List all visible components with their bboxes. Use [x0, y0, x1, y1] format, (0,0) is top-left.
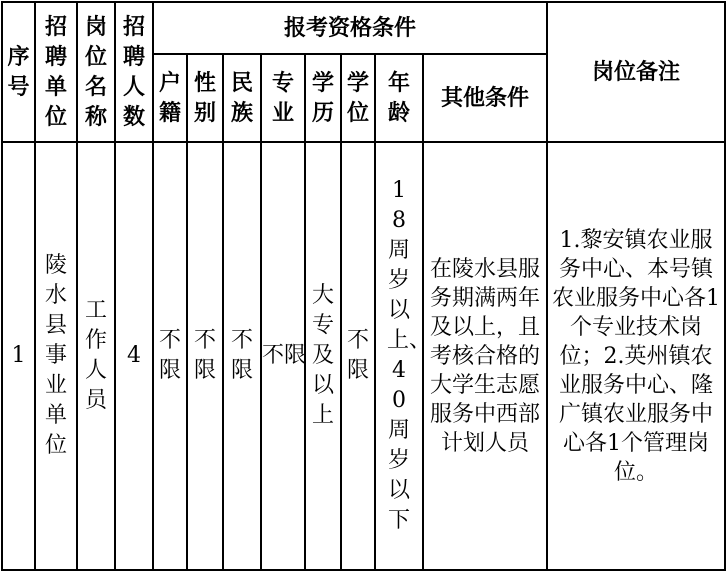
header-household: 户籍: [153, 54, 187, 142]
cell-gender: 不限: [187, 142, 223, 570]
recruitment-table: [1, 1, 726, 571]
header-position: 岗位名称: [77, 2, 115, 142]
header-degree: 学位: [341, 54, 375, 142]
header-gender: 性别: [187, 54, 223, 142]
cell-degree: 不限: [341, 142, 375, 570]
cell-position-notes: 1.黎安镇农业服务中心、本号镇农业服务中心各1个专业技术岗位；2.英州镇农业服务中心、隆广镇农业服务中心各1个管理岗位。: [547, 142, 725, 570]
header-age: 年龄: [375, 54, 423, 142]
cell-position: 工作人员: [77, 142, 115, 570]
header-major: 专业: [261, 54, 305, 142]
cell-ethnicity: 不限: [223, 142, 261, 570]
cell-education: 大专及以上: [305, 142, 341, 570]
cell-household: 不限: [153, 142, 187, 570]
header-other: 其他条件: [423, 54, 547, 142]
cell-unit: 陵水县事业单位: [35, 142, 77, 570]
cell-count: 4: [115, 142, 153, 570]
header-requirements: 报考资格条件: [153, 2, 547, 54]
header-education: 学历: [305, 54, 341, 142]
header-seq: 序号: [2, 2, 35, 142]
cell-other-conditions: 在陵水县服务期满两年及以上，且考核合格的大学生志愿服务中西部计划人员: [423, 142, 547, 570]
cell-seq: 1: [2, 142, 35, 570]
header-count: 招聘人数: [115, 2, 153, 142]
header-notes: 岗位备注: [547, 2, 725, 142]
header-ethnicity: 民族: [223, 54, 261, 142]
header-unit: 招聘单位: [35, 2, 77, 142]
cell-major: 不限: [261, 142, 305, 570]
cell-age: 18周岁以上、40周岁以下: [375, 142, 423, 570]
table-row: [2, 142, 725, 570]
